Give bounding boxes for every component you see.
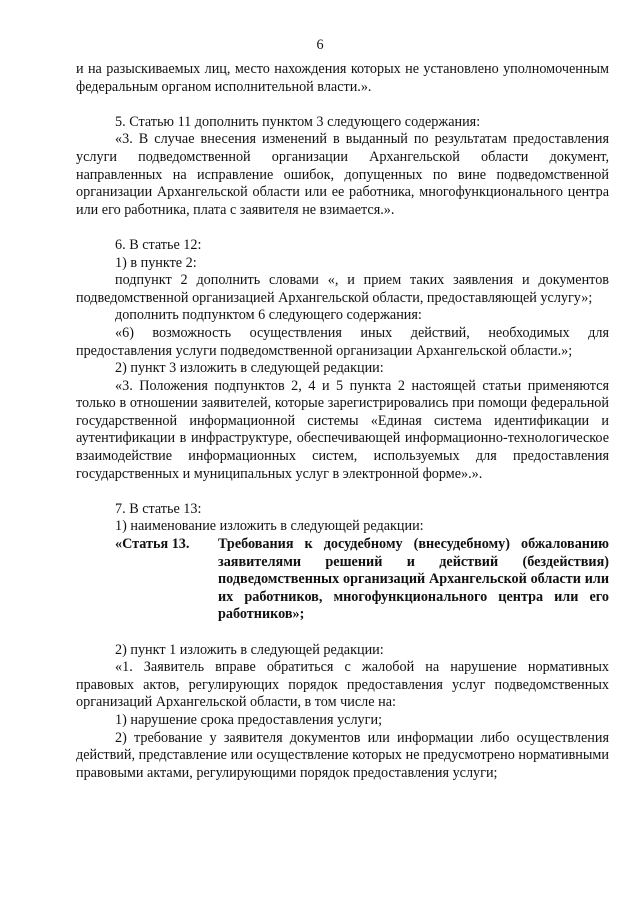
paragraph-quote-article-11: «3. В случае внесения изменений в выданный по результатам предоставления услуги подведомственной организации Архангельской области документ, направленных на исправление ошибок, допущенных по вине подведомственной организации Архангельской области или ее работника, многофункционального центра или его работника, плата с заявителя не взимается.». xyxy=(76,131,609,218)
paragraph-list-1: 1) нарушение срока предоставления услуги; xyxy=(115,711,383,728)
paragraph-sub-2-point-1: 2) пункт 1 изложить в следующей редакции: xyxy=(115,641,384,658)
paragraph-item-6: 6. В статье 12: xyxy=(115,236,202,253)
paragraph-list-2: 2) требование у заявителя документов или информации либо осуществления действий, представление или осуществление которых не предусмотрено нормативными правовыми актами, регулирующими порядок предоставления услуги; xyxy=(76,729,609,781)
article-title: Требования к досудебному (внесудебному) обжалованию заявителями решений и действий (бездействия) подведомственных организаций Архангельской области или их работников, многофункционального центра или его работников»; xyxy=(218,536,609,623)
paragraph-item-7: 7. В статье 13: xyxy=(115,500,202,517)
paragraph-subpoint-2: подпункт 2 дополнить словами «, и прием таких заявления и документов подведомственной организацией Архангельской области, предоставляющей услугу»; xyxy=(76,272,609,306)
paragraph-add-subpoint-6: дополнить подпунктом 6 следующего содержания: xyxy=(115,307,422,324)
paragraph-sub-2: 2) пункт 3 изложить в следующей редакции: xyxy=(115,360,384,377)
page-number: 6 xyxy=(316,37,324,53)
paragraph-quote-point-3: «3. Положения подпунктов 2, 4 и 5 пункта 2 настоящей статьи применяются только в отношении заявителей, которые зарегистрировались при помощи федеральной государственной информационной системы «Единая система идентификации и аутентификации в инфраструктуре, обеспечивающей информационно-технологическое взаимодействие информационных систем, используемых для предоставления государственных и муниципальных услуг в электронной форме».». xyxy=(76,377,609,482)
paragraph-continuation: и на разыскиваемых лиц, место нахождения которых не установлено уполномоченным федеральным органом исполнительной власти.». xyxy=(76,61,609,95)
paragraph-sub-1: 1) в пункте 2: xyxy=(115,254,197,271)
paragraph-sub-1-title: 1) наименование изложить в следующей редакции: xyxy=(115,518,424,535)
paragraph-item-5: 5. Статью 11 дополнить пунктом 3 следующего содержания: xyxy=(115,113,481,130)
document-body xyxy=(76,61,609,782)
paragraph-quote-point-1: «1. Заявитель вправе обратиться с жалобой на нарушение нормативных правовых актов, регулирующих порядок предоставления услуг подведомственных организаций Архангельской области, в том числе на: xyxy=(76,659,609,711)
article-heading xyxy=(76,536,609,624)
paragraph-quote-subpoint-6: «6) возможность осуществления иных действий, необходимых для предоставления услуги подведомственной организации Архангельской области.»; xyxy=(76,324,609,359)
article-label: «Статья 13. xyxy=(115,536,190,553)
